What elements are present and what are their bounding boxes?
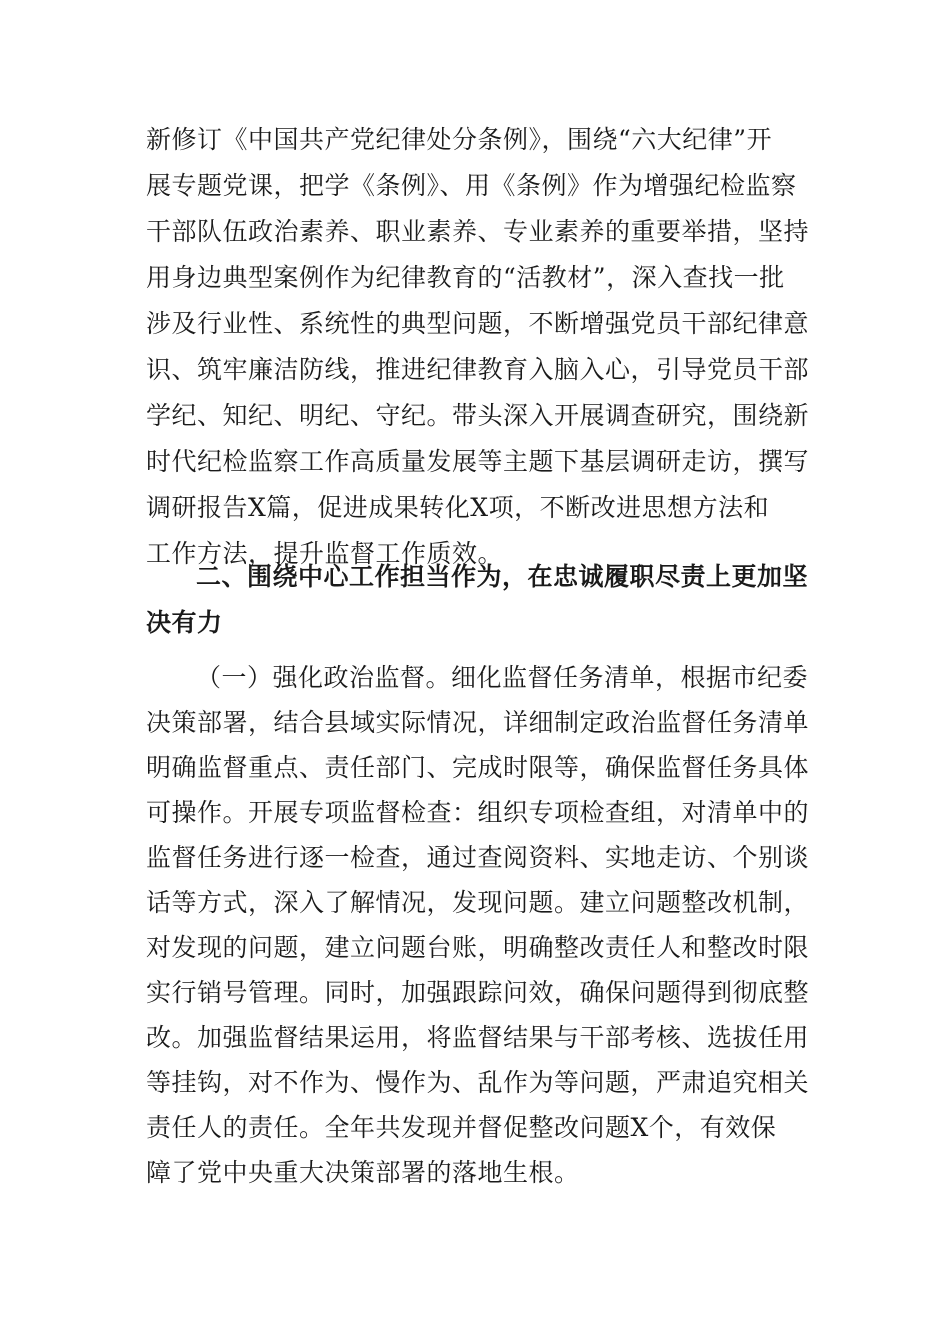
paragraph-line: 监督任务进行逐一检查，通过查阅资料、实地走访、个别谈 (146, 843, 810, 872)
section-heading-line: 决有力 (146, 608, 223, 637)
paragraph-line: 明确监督重点、责任部门、完成时限等，确保监督任务具体 (146, 753, 810, 782)
paragraph-line: （一）强化政治监督。细化监督任务清单，根据市纪委 (196, 663, 809, 692)
paragraph-line: 话等方式，深入了解情况，发现问题。建立问题整改机制， (146, 888, 810, 917)
paragraph-line: 干部队伍政治素养、职业素养、专业素养的重要举措，坚持 (146, 217, 810, 246)
paragraph-line: 调研报告X篇，促进成果转化X项，不断改进思想方法和 (146, 493, 770, 522)
paragraph-line: 决策部署，结合县域实际情况，详细制定政治监督任务清单 (146, 708, 810, 737)
paragraph-line: 学纪、知纪、明纪、守纪。带头深入开展调查研究，围绕新 (146, 401, 810, 430)
paragraph-line: 涉及行业性、系统性的典型问题，不断增强党员干部纪律意 (146, 309, 810, 338)
paragraph-line: 等挂钩，对不作为、慢作为、乱作为等问题，严肃追究相关 (146, 1068, 810, 1097)
paragraph-line: 时代纪检监察工作高质量发展等主题下基层调研走访，撰写 (146, 447, 810, 476)
paragraph-line: 障了党中央重大决策部署的落地生根。 (146, 1158, 580, 1187)
paragraph-line: 工作方法，提升监督工作质效。 (146, 539, 504, 568)
section-heading-line: 二、围绕中心工作担当作为，在忠诚履职尽责上更加坚 (196, 562, 809, 591)
paragraph-line: 新修订《中国共产党纪律处分条例》，围绕“六大纪律”开 (146, 125, 773, 154)
paragraph-line: 责任人的责任。全年共发现并督促整改问题X个，有效保 (146, 1113, 777, 1142)
paragraph-line: 对发现的问题，建立问题台账，明确整改责任人和整改时限 (146, 933, 810, 962)
paragraph-line: 展专题党课，把学《条例》、用《条例》作为增强纪检监察 (146, 171, 797, 200)
paragraph-line: 改。加强监督结果运用，将监督结果与干部考核、选拔任用 (146, 1023, 810, 1052)
paragraph-line: 识、筑牢廉洁防线，推进纪律教育入脑入心，引导党员干部 (146, 355, 810, 384)
paragraph-line: 可操作。开展专项监督检查：组织专项检查组，对清单中的 (146, 798, 810, 827)
paragraph-line: 用身边典型案例作为纪律教育的“活教材”，深入查找一批 (146, 263, 785, 292)
paragraph-line: 实行销号管理。同时，加强跟踪问效，确保问题得到彻底整 (146, 978, 810, 1007)
